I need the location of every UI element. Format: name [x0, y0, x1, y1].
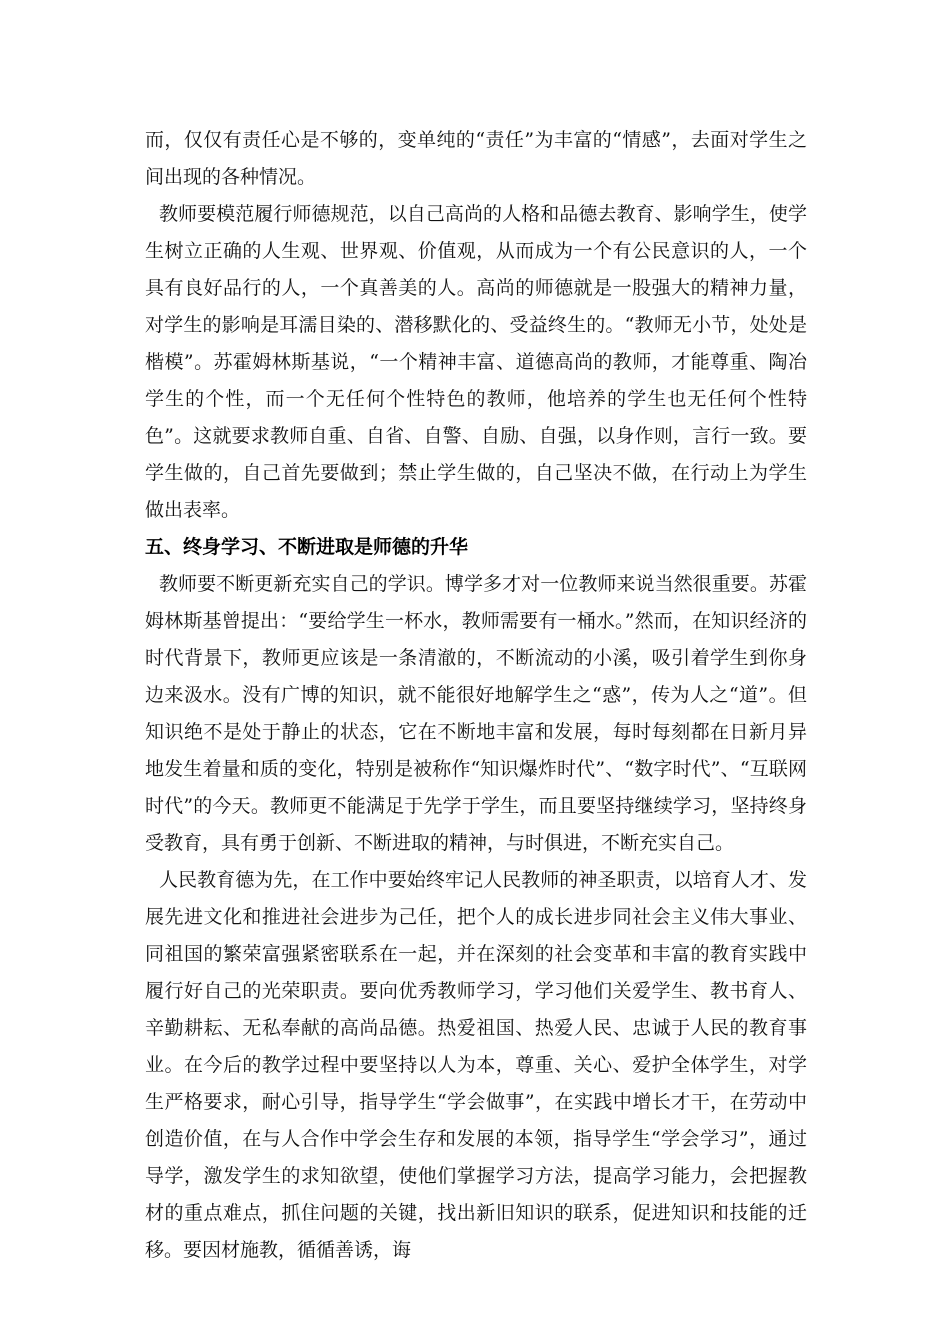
paragraph-teacher-ethics: 教师要模范履行师德规范，以自己高尚的人格和品德去教育、影响学生，使学生树立正确的人生观、世界观、价值观，从而成为一个有公民意识的人，一个具有良好品行的人，一个真善美的人。高尚的师德就是一股强大的精神力量，对学生的影响是耳濡目染的、潜移默化的、受益终生的。“教师无小节，处处是楷模”。苏霍姆林斯基说，“一个精神丰富、道德高尚的教师，才能尊重、陶冶学生的个性，而一个无任何个性特色的教师，他培养的学生也无任何个性特色”。这就要求教师自重、自省、自警、自励、自强，以身作则，言行一致。要学生做的，自己首先要做到；禁止学生做的，自己坚决不做，在行动上为学生做出表率。: [145, 203, 807, 521]
paragraph-continuation: 而，仅仅有责任心是不够的，变单纯的“责任”为丰富的“情感”，去面对学生之间出现的各种情况。: [145, 129, 807, 188]
document-body: [145, 122, 807, 1269]
paragraph-knowledge-update: 教师要不断更新充实自己的学识。博学多才对一位教师来说当然很重要。苏霍姆林斯基曾提出：“要给学生一杯水，教师需要有一桶水。”然而，在知识经济的时代背景下，教师更应该是一条清澈的，不断流动的小溪，吸引着学生到你身边来汲水。没有广博的知识，就不能很好地解学生之“惑”，传为人之“道”。但知识绝不是处于静止的状态，它在不断地丰富和发展，每时每刻都在日新月异地发生着量和质的变化，特别是被称作“知识爆炸时代”、“数字时代”、“互联网时代”的今天。教师更不能满足于先学于学生，而且要坚持继续学习，坚持终身受教育，具有勇于创新、不断进取的精神，与时俱进，不断充实自己。: [145, 573, 807, 854]
section-heading-lifelong-learning: 五、终身学习、不断进取是师德的升华: [145, 536, 469, 558]
paragraph-moral-education: 人民教育德为先，在工作中要始终牢记人民教师的神圣职责，以培育人才、发展先进文化和推进社会进步为己任，把个人的成长进步同社会主义伟大事业、同祖国的繁荣富强紧密联系在一起，并在深刻的社会变革和丰富的教育实践中履行好自己的光荣职责。要向优秀教师学习，学习他们关爱学生、教书育人、辛勤耕耘、无私奉献的高尚品德。热爱祖国、热爱人民、忠诚于人民的教育事业。在今后的教学过程中要坚持以人为本，尊重、关心、爱护全体学生，对学生严格要求，耐心引导，指导学生“学会做事”，在实践中增长才干，在劳动中创造价值，在与人合作中学会生存和发展的本领，指导学生“学会学习”，通过导学，激发学生的求知欲望，使他们掌握学习方法，提高学习能力，会把握教材的重点难点，抓住问题的关键，找出新旧知识的联系，促进知识和技能的迁移。要因材施教，循循善诱，诲: [145, 869, 807, 1261]
